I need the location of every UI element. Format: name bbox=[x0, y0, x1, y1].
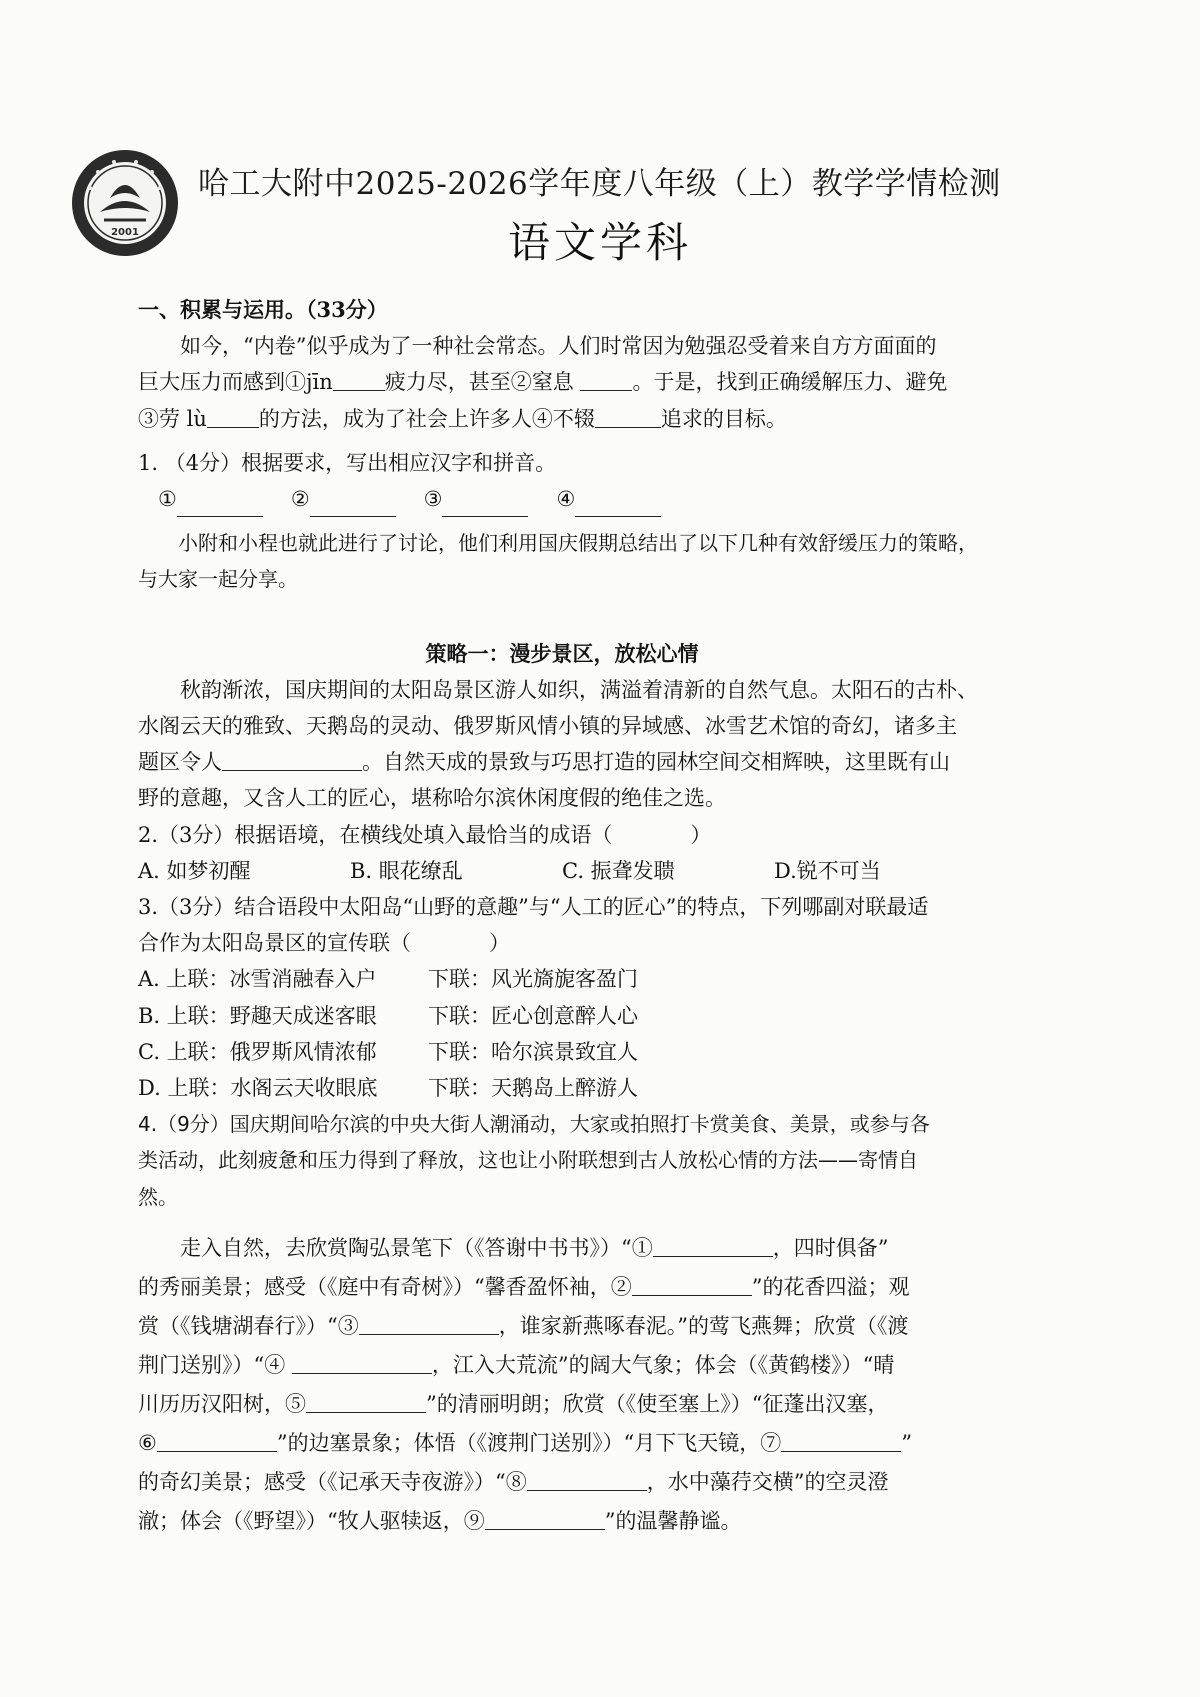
option-c[interactable]: C. 振聋发聩 bbox=[562, 858, 675, 883]
answer-blank[interactable] bbox=[310, 494, 396, 517]
poem-line bbox=[138, 1424, 986, 1463]
poem-text: 的秀丽美景；感受（《庭中有奇树》）“馨香盈怀袖，② bbox=[138, 1274, 632, 1299]
couplet-upper: A. 上联：冰雪消融春入户 bbox=[138, 967, 377, 992]
intro-text: ③劳 lù bbox=[138, 406, 207, 431]
poem-text: 荆门送别》）“④ bbox=[138, 1352, 292, 1377]
question-2-options bbox=[138, 853, 986, 889]
couplet-upper: C. 上联：俄罗斯风情浓郁 bbox=[138, 1039, 377, 1064]
question-4-line: 4.（9分）国庆期间哈尔滨的中央大街人潮涌动，大家或拍照打卡赏美食、美景，或参与各 bbox=[138, 1112, 930, 1137]
poem-text: ，江入大荒流”的阔大气象；体会（《黄鹤楼》）“晴 bbox=[431, 1352, 895, 1377]
q1-blank-item bbox=[556, 481, 661, 517]
question-text: 合作为太阳岛景区的宣传联（ bbox=[138, 931, 411, 956]
intro-text: 巨大压力而感到①jīn bbox=[138, 370, 333, 395]
poem-text: 澈；体会（《野望》）“牧人驱犊返，⑨ bbox=[138, 1508, 485, 1533]
answer-blank[interactable] bbox=[485, 1507, 605, 1530]
question-3-line bbox=[138, 925, 986, 961]
option-b[interactable] bbox=[138, 998, 986, 1034]
question-3-line: 3.（3分）结合语段中太阳岛“山野的意趣”与“人工的匠心”的特点，下列哪副对联最适 bbox=[138, 895, 929, 920]
poem-text: ”的边塞景象；体悟（《渡荆门送别》）“月下飞天镜，⑦ bbox=[276, 1430, 782, 1455]
strategy-1-line: 秋韵渐浓，国庆期间的太阳岛景区游人如织，满溢着清新的自然气息。太阳石的古朴、 bbox=[180, 677, 978, 702]
answer-blank[interactable] bbox=[333, 368, 385, 391]
strategy-1-title: 策略一：漫步景区，放松心情 bbox=[425, 640, 699, 666]
answer-blank[interactable] bbox=[157, 1429, 277, 1452]
poem-line bbox=[138, 1463, 986, 1502]
intro-text: 疲力尽，甚至②窒息 bbox=[384, 370, 581, 395]
option-d[interactable] bbox=[138, 1070, 986, 1106]
poem-line bbox=[138, 1229, 986, 1268]
answer-blank[interactable] bbox=[580, 368, 632, 391]
question-text: 2.（3分）根据语境，在横线处填入最恰当的成语（ bbox=[138, 822, 613, 847]
answer-blank[interactable] bbox=[653, 1234, 773, 1257]
exam-content bbox=[138, 292, 986, 1541]
passage-text: 题区令人 bbox=[138, 750, 222, 775]
answer-blank[interactable] bbox=[527, 1468, 647, 1491]
couplet-lower: 下联：天鹅岛上醉游人 bbox=[428, 1076, 638, 1101]
intro-line-1: 如今，“内卷”似乎成为了一种社会常态。人们时常因为勉强忍受着来自方方面面的 bbox=[180, 334, 937, 359]
q1-blank-item bbox=[158, 481, 263, 517]
blank-number: ④ bbox=[556, 487, 576, 512]
strategy-1-line bbox=[138, 744, 986, 780]
q1-blank-item bbox=[424, 481, 529, 517]
answer-blank[interactable] bbox=[781, 1429, 901, 1452]
poem-text: ” bbox=[901, 1430, 913, 1455]
blank-number: ③ bbox=[423, 487, 443, 512]
poem-text: 走入自然，去欣赏陶弘景笔下（《答谢中书书》）“① bbox=[180, 1235, 653, 1260]
poetry-fill-passage bbox=[138, 1229, 986, 1541]
option-a[interactable]: A. 如梦初醒 bbox=[138, 858, 251, 883]
discussion-text: 小附和小程也就此进行了讨论，他们利用国庆假期总结出了以下几种有效舒缓压力的策略，与大家一起分享。 bbox=[138, 531, 978, 592]
intro-line-2 bbox=[138, 364, 986, 400]
option-a[interactable] bbox=[138, 961, 986, 997]
question-4-line: 类活动，此刻疲惫和压力得到了释放，这也让小附联想到古人放松心情的方法——寄情自 bbox=[138, 1148, 918, 1173]
poem-text: ”的温馨静谧。 bbox=[604, 1508, 742, 1533]
poem-text: ”的花香四溢；观 bbox=[751, 1274, 910, 1299]
question-2 bbox=[138, 817, 986, 853]
couplet-upper: D. 上联：水阁云天收眼底 bbox=[138, 1076, 378, 1101]
poem-text: 的奇幻美景；感受（《记承天寺夜游》）“⑧ bbox=[138, 1469, 527, 1494]
seal-year: 2001 bbox=[111, 227, 139, 238]
strategy-1-line: 水阁云天的雅致、天鹅岛的灵动、俄罗斯风情小镇的异域感、冰雪艺术馆的奇幻，诸多主 bbox=[138, 714, 957, 739]
answer-blank[interactable] bbox=[359, 1312, 499, 1335]
poem-text: ”的清丽明朗；欣赏（《使至塞上》）“征蓬出汉塞， bbox=[426, 1391, 889, 1416]
poem-text: ，四时俱备” bbox=[772, 1235, 889, 1260]
intro-text: 的方法，成为了社会上许多人④不辍 bbox=[258, 406, 595, 431]
blank-number: ② bbox=[290, 487, 310, 512]
subject-title: 语文学科 bbox=[507, 218, 692, 267]
couplet-lower: 下联：哈尔滨景致宜人 bbox=[428, 1039, 638, 1064]
answer-blank[interactable] bbox=[306, 1390, 426, 1413]
poem-text: ，水中藻荇交横”的空灵澄 bbox=[646, 1469, 889, 1494]
option-c[interactable] bbox=[138, 1034, 986, 1070]
q1-blank-item bbox=[291, 481, 396, 517]
couplet-lower: 下联：风光旖旎客盈门 bbox=[428, 967, 638, 992]
question-1: 1. （4分）根据要求，写出相应汉字和拼音。 bbox=[138, 450, 557, 475]
intro-text: 追求的目标。 bbox=[660, 406, 787, 431]
passage-text: 。自然天成的景致与巧思打造的园林空间交相辉映，这里既有山 bbox=[362, 750, 950, 775]
exam-header bbox=[70, 148, 1130, 278]
question-4-line: 然。 bbox=[138, 1184, 178, 1209]
poem-text: ⑥ bbox=[138, 1430, 157, 1455]
couplet-upper: B. 上联：野趣天成迷客眼 bbox=[138, 1003, 377, 1028]
answer-blank[interactable] bbox=[222, 748, 362, 771]
strategy-1-line: 野的意趣，又含人工的匠心，堪称哈尔滨休闲度假的绝佳之选。 bbox=[138, 786, 726, 811]
poem-text: 川历历汉阳树，⑤ bbox=[138, 1391, 306, 1416]
blank-number: ① bbox=[158, 487, 177, 512]
question-text: ） bbox=[489, 931, 510, 956]
poem-line bbox=[138, 1385, 986, 1424]
poem-text: 赏（《钱塘湖春行》）“③ bbox=[138, 1313, 359, 1338]
poem-line bbox=[138, 1346, 986, 1385]
poem-text: ，谁家新燕啄春泥。”的莺飞燕舞；欣赏（《渡 bbox=[498, 1313, 909, 1338]
poem-line bbox=[138, 1307, 986, 1346]
option-d[interactable]: D.锐不可当 bbox=[774, 858, 881, 883]
intro-text: 。于是，找到正确缓解压力、避免 bbox=[632, 370, 948, 395]
couplet-lower: 下联：匠心创意醉人心 bbox=[428, 1003, 638, 1028]
option-b[interactable]: B. 眼花缭乱 bbox=[350, 858, 463, 883]
answer-blank[interactable] bbox=[177, 494, 263, 517]
answer-blank[interactable] bbox=[575, 494, 661, 517]
poem-line bbox=[138, 1268, 986, 1307]
question-text: ） bbox=[690, 822, 712, 847]
answer-blank[interactable] bbox=[292, 1351, 432, 1374]
answer-blank[interactable] bbox=[595, 405, 661, 428]
intro-line-3 bbox=[138, 401, 986, 437]
section-heading: 一、积累与运用。（33分） bbox=[138, 297, 388, 322]
question-1-blanks bbox=[138, 481, 986, 517]
answer-blank[interactable] bbox=[207, 405, 259, 428]
poem-line bbox=[138, 1502, 986, 1541]
answer-blank[interactable] bbox=[442, 494, 528, 517]
exam-title: 哈工大附中2025-2026学年度八年级（上）教学学情检测 bbox=[198, 166, 1001, 202]
answer-blank[interactable] bbox=[632, 1273, 752, 1296]
